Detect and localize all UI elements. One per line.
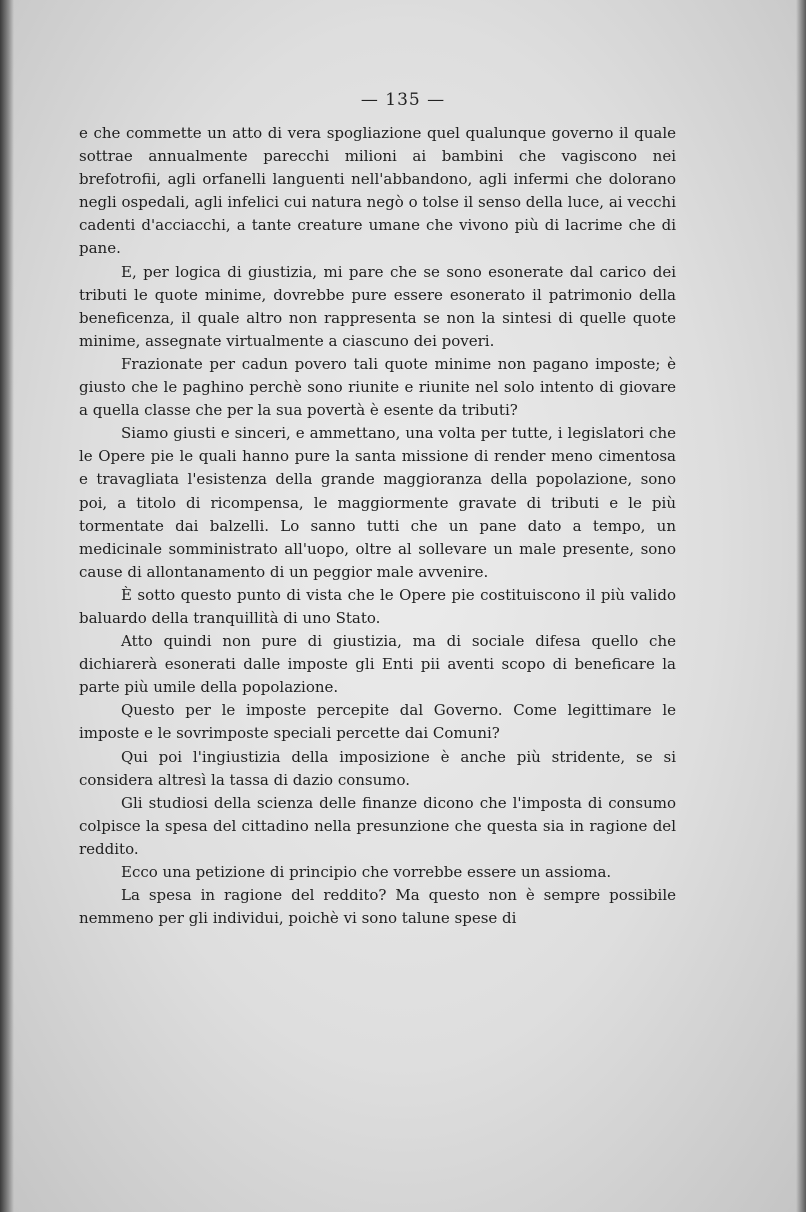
paragraph-6: Atto quindi non pure di giustizia, ma di sociale difesa quello che dichiarerà esonerati dalle imposte gli Enti pii aventi scopo di beneficare la parte più umile della popolazione. [79, 632, 676, 697]
paragraph-4: Siamo giusti e sinceri, e ammettano, una volta per tutte, i legislatori che le Opere pie le quali hanno pure la santa missione di render meno cimentosa e travagliata l'esistenza della grande maggioranza della popolazione, sono poi, a titolo di ricompensa, le maggiormente gravate di tributi e le più tormentate dai balzelli. Lo sanno tutti che un pane dato a tempo, un medicinale somministrato all'uopo, oltre al sollevare un male presente, sono cause di allontanamento di un peggior male avvenire. [79, 424, 676, 581]
paragraph-9: Gli studiosi della scienza delle finanze dicono che l'imposta di consumo colpisce la spesa del cittadino nella presunzione che questa sia in ragione del reddito. [79, 793, 676, 858]
paragraph-1: e che commette un atto di vera spogliazione quel qualunque governo il quale sottrae annualmente parecchi milioni ai bambini che vagiscono nei brefotrofii, agli orfanelli languenti nell'abbandono, agli infermi che dolorano negli ospedali, agli infelici cui natura negò o tolse il senso della luce, ai vecchi cadenti d'acciacchi, a tante creature umane che vivono più di lacrime che di pane. [79, 124, 676, 258]
paragraph-11: La spesa in ragione del reddito? Ma questo non è sempre possibile nemmeno per gli individui, poichè vi sono talune spese di [79, 886, 676, 928]
page-left-shadow [0, 0, 14, 1212]
page-right-shadow [796, 0, 806, 1212]
paragraph-5: È sotto questo punto di vista che le Opere pie costituiscono il più valido baluardo della tranquillità di uno Stato. [79, 585, 676, 627]
page-number: — 135 — [360, 90, 446, 110]
paragraph-10: Ecco una petizione di principio che vorrebbe essere un assioma. [121, 863, 612, 881]
paragraph-2: E, per logica di giustizia, mi pare che se sono esonerate dal carico dei tributi le quote minime, dovrebbe pure essere esonerato il patrimonio della beneficenza, il quale altro non rappresenta se non la sintesi di quelle quote minime, assegnate virtualmente a ciascuno dei poveri. [79, 262, 676, 350]
paragraph-7: Questo per le imposte percepite dal Governo. Come legittimare le imposte e le sovrimposte speciali percette dai Comuni? [79, 701, 676, 743]
paragraph-8: Qui poi l'ingiustizia della imposizione è anche più stridente, se si considera altresì la tassa di dazio consumo. [79, 747, 676, 789]
paragraph-3: Frazionate per cadun povero tali quote minime non pagano imposte; è giusto che le paghino perchè sono riunite e riunite nel solo intento di giovare a quella classe che per la sua povertà è esente da tributi? [79, 354, 676, 420]
body-text [79, 122, 676, 930]
